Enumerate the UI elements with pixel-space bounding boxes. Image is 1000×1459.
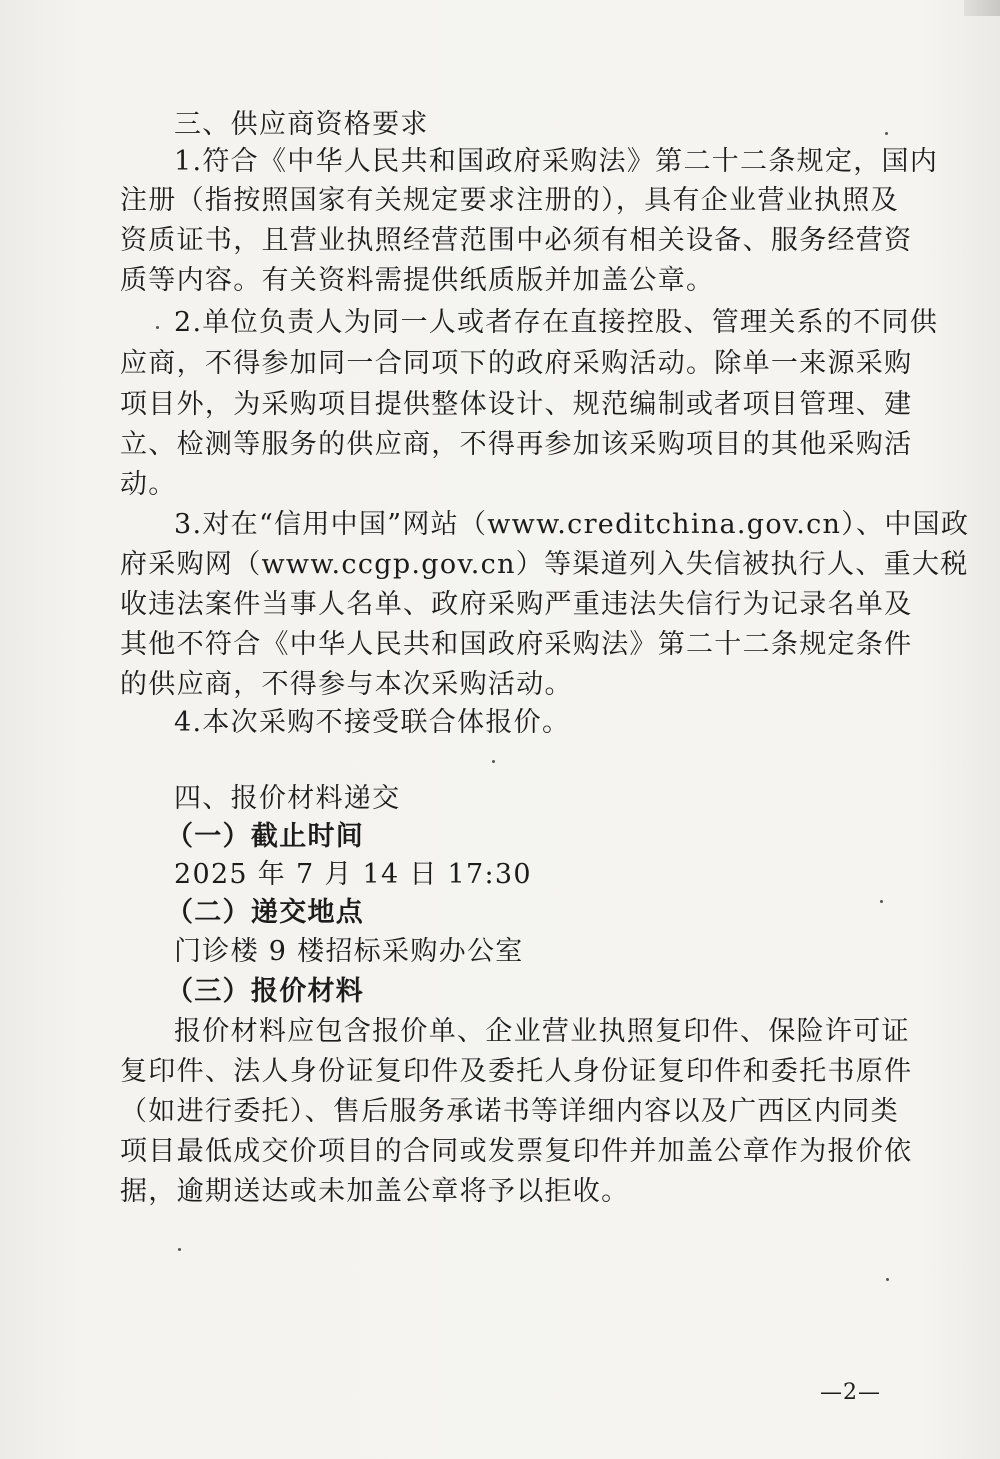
item-2-line-3: 项目外，为采购项目提供整体设计、规范编制或者项目管理、建 xyxy=(120,389,913,420)
materials-line-5: 据，逾期送达或未加盖公章将予以拒收。 xyxy=(120,1176,630,1207)
item-2-line-5: 动。 xyxy=(120,469,177,500)
item-4: 4.本次采购不接受联合体报价。 xyxy=(174,707,571,738)
location-value: 门诊楼 9 楼招标采购办公室 xyxy=(174,936,524,967)
materials-line-1: 报价材料应包含报价单、企业营业执照复印件、保险许可证 xyxy=(174,1016,910,1047)
page-number: —2— xyxy=(820,1380,881,1405)
item-1-line-1: 1.符合《中华人民共和国政府采购法》第二十二条规定，国内 xyxy=(174,146,939,177)
item-2-line-2: 应商，不得参加同一合同项下的政府采购活动。除单一来源采购 xyxy=(120,348,913,379)
item-2-line-1: 2.单位负责人为同一人或者存在直接控股、管理关系的不同供 xyxy=(174,307,939,338)
scan-speck xyxy=(880,900,883,903)
item-3-line-2: 府采购网（www.ccgp.gov.cn）等渠道列入失信被执行人、重大税 xyxy=(120,549,969,580)
deadline-label: （一）截止时间 xyxy=(166,821,365,852)
item-1-line-4: 质等内容。有关资料需提供纸质版并加盖公章。 xyxy=(120,265,715,296)
scan-speck xyxy=(178,1248,181,1251)
materials-line-4: 项目最低成交价项目的合同或发票复印件并加盖公章作为报价依 xyxy=(120,1136,913,1167)
section-4-heading: 四、报价材料递交 xyxy=(174,783,401,814)
scan-speck xyxy=(885,132,888,135)
item-3-line-5: 的供应商，不得参与本次采购活动。 xyxy=(120,669,573,700)
item-1-line-3: 资质证书，且营业执照经营范围中必须有相关设备、服务经营资 xyxy=(120,225,913,256)
item-3-line-4: 其他不符合《中华人民共和国政府采购法》第二十二条规定条件 xyxy=(120,629,913,660)
scan-edge-mark xyxy=(964,0,1000,16)
item-1-line-2: 注册（指按照国家有关规定要求注册的），具有企业营业执照及 xyxy=(120,185,899,216)
scan-speck xyxy=(886,1278,889,1281)
materials-label: （三）报价材料 xyxy=(166,976,365,1007)
location-label: （二）递交地点 xyxy=(166,897,365,928)
scan-speck xyxy=(492,760,495,763)
materials-line-3: （如进行委托）、售后服务承诺书等详细内容以及广西区内同类 xyxy=(120,1096,899,1127)
materials-line-2: 复印件、法人身份证复印件及委托人身份证复印件和委托书原件 xyxy=(120,1056,913,1087)
item-2-line-4: 立、检测等服务的供应商，不得再参加该采购项目的其他采购活 xyxy=(120,429,913,460)
section-3-heading: 三、供应商资格要求 xyxy=(174,109,429,140)
deadline-value: 2025 年 7 月 14 日 17:30 xyxy=(174,859,532,890)
scan-speck xyxy=(156,326,159,329)
item-3-line-1: 3.对在“信用中国”网站（www.creditchina.gov.cn）、中国政 xyxy=(174,509,970,540)
item-3-line-3: 收违法案件当事人名单、政府采购严重违法失信行为记录名单及 xyxy=(120,589,913,620)
